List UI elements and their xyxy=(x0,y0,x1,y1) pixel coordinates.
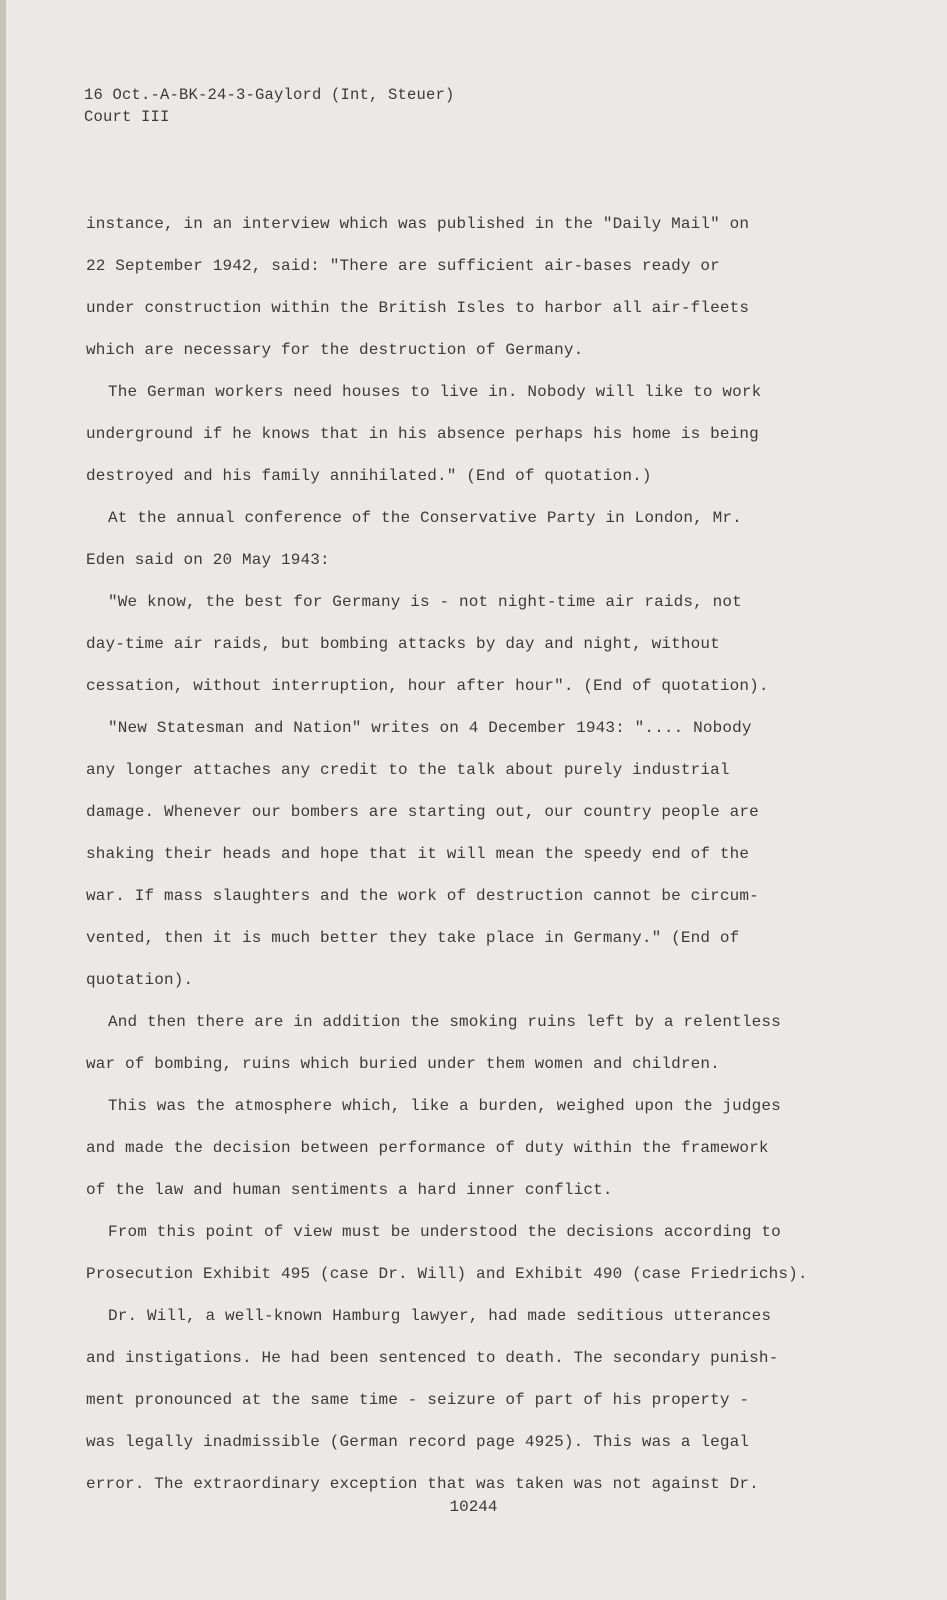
text-line: shaking their heads and hope that it will mean the speedy end of the xyxy=(86,845,750,863)
text-line: instance, in an interview which was published in the "Daily Mail" on xyxy=(86,215,750,233)
text-line: and made the decision between performance of duty within the framework xyxy=(86,1139,769,1157)
text-line: war. If mass slaughters and the work of destruction cannot be circum- xyxy=(86,887,759,905)
text-line: From this point of view must be understood the decisions according to xyxy=(108,1223,781,1241)
text-line: damage. Whenever our bombers are starting out, our country people are xyxy=(86,803,759,821)
text-line: and instigations. He had been sentenced to death. The secondary punish- xyxy=(86,1349,779,1367)
document-body xyxy=(86,203,854,1505)
header-reference-line: 16 Oct.-A-BK-24-3-Gaylord (Int, Steuer) xyxy=(84,86,455,104)
text-line: "We know, the best for Germany is - not night-time air raids, not xyxy=(108,593,742,611)
text-line: And then there are in addition the smoking ruins left by a relentless xyxy=(108,1013,781,1031)
text-line: vented, then it is much better they take place in Germany." (End of xyxy=(86,929,740,947)
text-line: Prosecution Exhibit 495 (case Dr. Will) and Exhibit 490 (case Friedrichs). xyxy=(86,1265,808,1283)
text-line: of the law and human sentiments a hard inner conflict. xyxy=(86,1181,613,1199)
text-line: ment pronounced at the same time - seizure of part of his property - xyxy=(86,1391,750,1409)
text-line: was legally inadmissible (German record page 4925). This was a legal xyxy=(86,1433,750,1451)
text-line: destroyed and his family annihilated." (End of quotation.) xyxy=(86,467,652,485)
text-line: quotation). xyxy=(86,971,194,989)
text-line: 22 September 1942, said: "There are sufficient air-bases ready or xyxy=(86,257,720,275)
text-line: war of bombing, ruins which buried under them women and children. xyxy=(86,1055,720,1073)
text-line: "New Statesman and Nation" writes on 4 December 1943: ".... Nobody xyxy=(108,719,752,737)
text-line: under construction within the British Isles to harbor all air-fleets xyxy=(86,299,750,317)
text-line: underground if he knows that in his absence perhaps his home is being xyxy=(86,425,759,443)
text-line: This was the atmosphere which, like a burden, weighed upon the judges xyxy=(108,1097,781,1115)
text-line: The German workers need houses to live in. Nobody will like to work xyxy=(108,383,762,401)
page-edge-shadow xyxy=(0,0,6,1600)
document-header xyxy=(84,84,455,128)
text-line: any longer attaches any credit to the talk about purely industrial xyxy=(86,761,730,779)
text-line: day-time air raids, but bombing attacks by day and night, without xyxy=(86,635,720,653)
text-line: Dr. Will, a well-known Hamburg lawyer, had made seditious utterances xyxy=(108,1307,772,1325)
text-line: cessation, without interruption, hour after hour". (End of quotation). xyxy=(86,677,769,695)
page-number: 10244 xyxy=(449,1498,498,1516)
text-line: which are necessary for the destruction of Germany. xyxy=(86,341,584,359)
text-line: error. The extraordinary exception that was taken was not against Dr. xyxy=(86,1475,759,1493)
header-court-line: Court III xyxy=(84,108,170,126)
text-line: At the annual conference of the Conservative Party in London, Mr. xyxy=(108,509,742,527)
text-line: Eden said on 20 May 1943: xyxy=(86,551,330,569)
